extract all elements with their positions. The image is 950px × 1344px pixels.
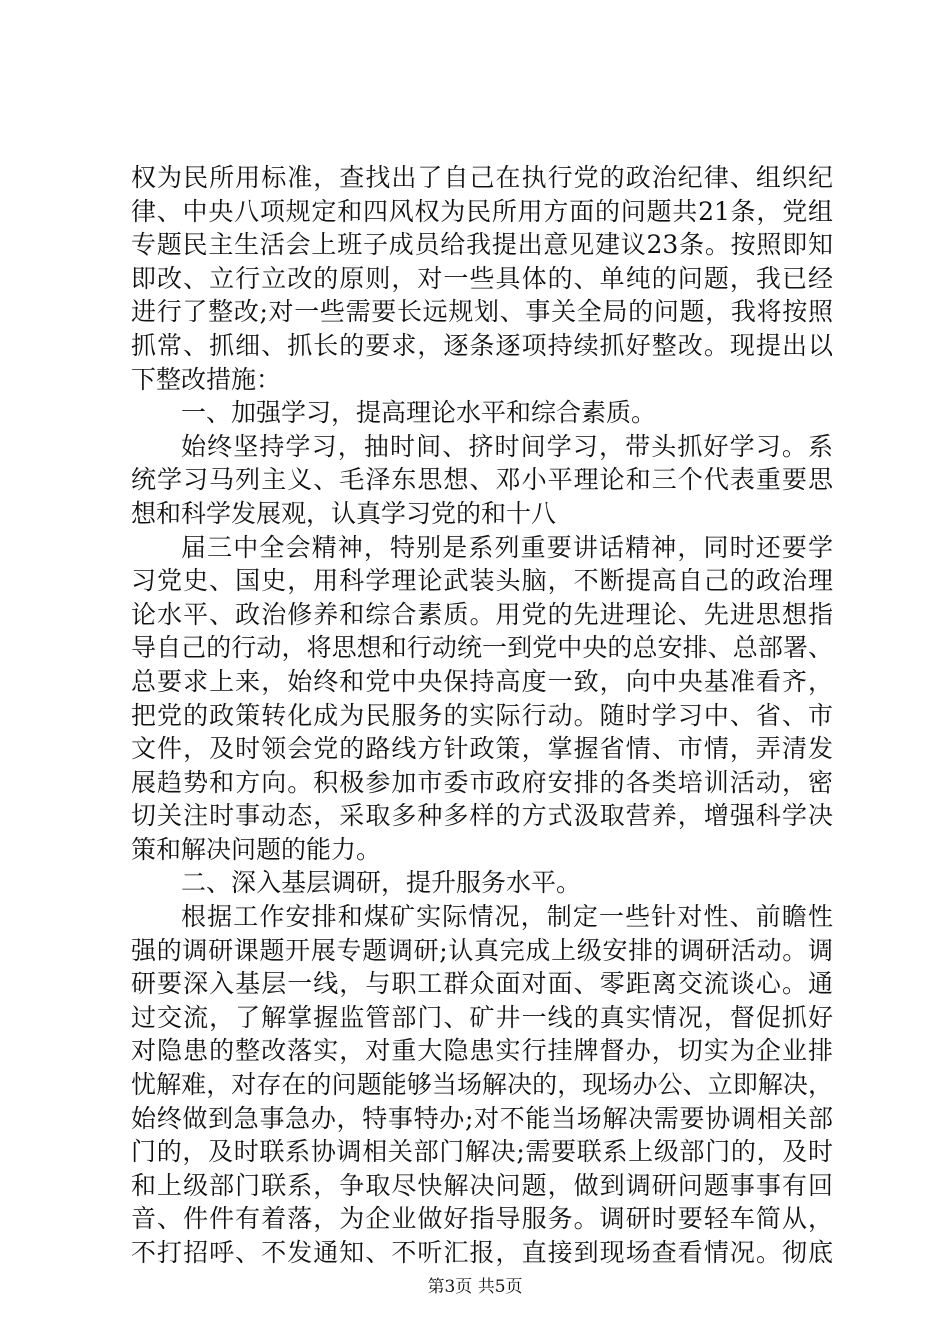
text-line: 进行了整改;对一些需要长远规划、事关全局的问题，我将按照 xyxy=(131,297,833,327)
text-line: 权为民所用标准，查找出了自己在执行党的政治纪律、组织纪 xyxy=(131,163,833,192)
text-line: 统学习马列主义、毛泽东思想、邓小平理论和三个代表重要思 xyxy=(131,465,833,495)
text-line: 始终做到急事急办，特事特办;对不能当场解决需要协调相关部 xyxy=(131,1103,833,1133)
text-line: 导自己的行动，将思想和行动统一到党中央的总安排、总部署、 xyxy=(131,633,833,663)
text-line: 根据工作安排和煤矿实际情况，制定一些针对性、前瞻性 xyxy=(181,902,833,932)
text-line: 下整改措施： xyxy=(131,364,282,394)
text-line: 论水平、政治修养和综合素质。用党的先进理论、先进思想指 xyxy=(131,599,833,629)
text-line: 展趋势和方向。积极参加市委市政府安排的各类培训活动，密 xyxy=(131,767,833,797)
text-line: 和上级部门联系，争取尽快解决问题，做到调研问题事事有回 xyxy=(131,1170,833,1200)
text-line: 忧解难，对存在的问题能够当场解决的，现场办公、立即解决， xyxy=(131,1070,833,1100)
text-line: 习党史、国史，用科学理论武装头脑，不断提高自己的政治理 xyxy=(131,566,833,596)
text-line: 届三中全会精神，特别是系列重要讲话精神，同时还要学 xyxy=(181,532,833,562)
text-line: 音、件件有着落，为企业做好指导服务。调研时要轻车简从， xyxy=(131,1204,833,1234)
text-line: 始终坚持学习，抽时间、挤时间学习，带头抓好学习。系 xyxy=(181,431,833,461)
text-line: 强的调研课题开展专题调研;认真完成上级安排的调研活动。调 xyxy=(131,935,833,965)
text-line: 切关注时事动态，采取多种多样的方式汲取营养，增强科学决 xyxy=(131,801,833,831)
text-line: 对隐患的整改落实，对重大隐患实行挂牌督办，切实为企业排 xyxy=(131,1036,833,1066)
text-line: 总要求上来，始终和党中央保持高度一致，向中央基准看齐， xyxy=(131,666,833,696)
text-line: 想和科学发展观，认真学习党的和十八 xyxy=(131,498,557,528)
page-footer: 第3页 共5页 xyxy=(427,1277,523,1297)
text-line: 即改、立行立改的原则，对一些具体的、单纯的问题，我已经 xyxy=(131,263,833,293)
text-line: 过交流，了解掌握监管部门、矿井一线的真实情况，督促抓好 xyxy=(131,1002,833,1032)
text-line: 把党的政策转化成为民服务的实际行动。随时学习中、省、市 xyxy=(131,700,833,730)
text-line: 不打招呼、不发通知、不听汇报，直接到现场查看情况。彻底 xyxy=(131,1238,833,1267)
text-line: 一、加强学习，提高理论水平和综合素质。 xyxy=(181,398,657,428)
text-line: 抓常、抓细、抓长的要求，逐条逐项持续抓好整改。现提出以 xyxy=(131,330,833,360)
text-line: 策和解决问题的能力。 xyxy=(131,834,382,864)
text-line: 律、中央八项规定和四风权为民所用方面的问题共21条，党组 xyxy=(131,196,833,226)
text-line: 专题民主生活会上班子成员给我提出意见建议23条。按照即知 xyxy=(131,230,833,260)
text-line: 门的，及时联系协调相关部门解决;需要联系上级部门的，及时 xyxy=(131,1137,833,1167)
text-line: 二、深入基层调研，提升服务水平。 xyxy=(181,868,582,898)
text-line: 研要深入基层一线，与职工群众面对面、零距离交流谈心。通 xyxy=(131,969,833,999)
body-text xyxy=(131,161,833,1270)
text-line: 文件，及时领会党的路线方针政策，掌握省情、市情，弄清发 xyxy=(131,734,833,764)
